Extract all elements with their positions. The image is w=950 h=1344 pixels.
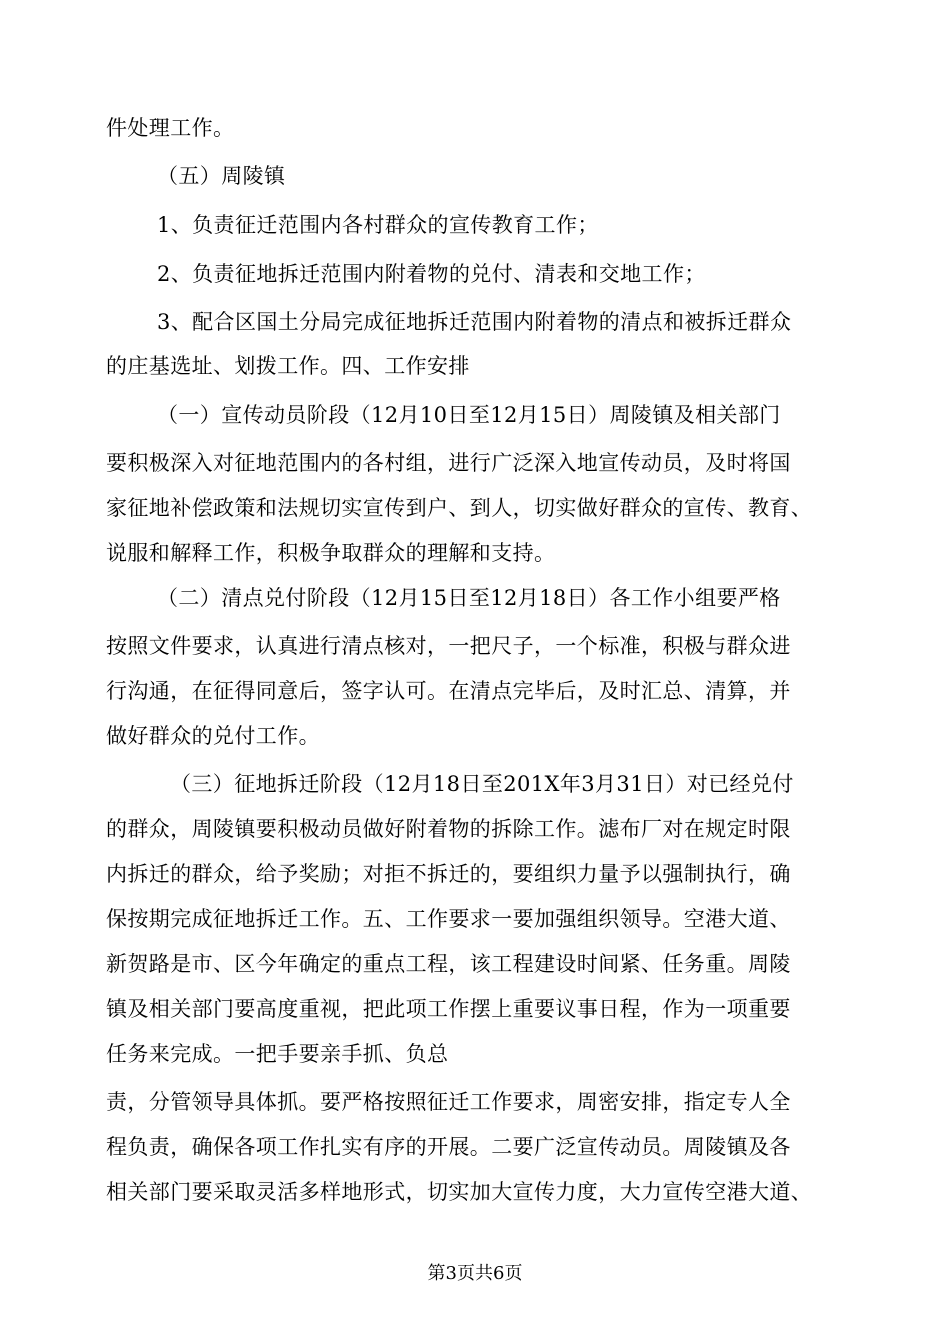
text-line: 镇及相关部门要高度重视，把此项工作摆上重要议事日程，作为一项重要 — [106, 997, 791, 1021]
text-line: 家征地补偿政策和法规切实宣传到户、到人，切实做好群众的宣传、教育、 — [106, 496, 813, 520]
text-line: 新贺路是市、区今年确定的重点工程，该工程建设时间紧、任务重。周陵 — [106, 952, 791, 976]
text-line: 责，分管领导具体抓。要严格按照征迁工作要求，周密安排，指定专人全 — [106, 1090, 791, 1114]
text-line: 说服和解释工作，积极争取群众的理解和支持。 — [106, 541, 556, 565]
text-line: 做好群众的兑付工作。 — [106, 724, 320, 748]
page-number: 第3页共6页 — [427, 1263, 523, 1284]
text-line: 保按期完成征地拆迁工作。五、工作要求一要加强组织领导。空港大道、 — [106, 907, 791, 931]
section-heading: （五）周陵镇 — [157, 164, 286, 188]
text-line: 行沟通，在征得同意后，签字认可。在清点完毕后，及时汇总、清算，并 — [106, 679, 791, 703]
text-line: （一）宣传动员阶段（12月10日至12月15日）周陵镇及相关部门 — [157, 403, 781, 427]
text-line: 的庄基选址、划拨工作。四、工作安排 — [106, 354, 470, 378]
text-line: （二）清点兑付阶段（12月15日至12月18日）各工作小组要严格 — [157, 586, 781, 610]
text-line: 要积极深入对征地范围内的各村组，进行广泛深入地宣传动员，及时将国 — [106, 451, 791, 475]
text-line: 内拆迁的群众，给予奖励；对拒不拆迁的，要组织力量予以强制执行，确 — [106, 862, 791, 886]
text-line: 任务来完成。一把手要亲手抓、负总 — [106, 1042, 449, 1066]
text-line: 相关部门要采取灵活多样地形式，切实加大宣传力度，大力宣传空港大道、 — [106, 1180, 813, 1204]
list-item: 3、配合区国土分局完成征地拆迁范围内附着物的清点和被拆迁群众 — [157, 310, 792, 334]
text-line: 的群众，周陵镇要积极动员做好附着物的拆除工作。滤布厂对在规定时限 — [106, 817, 791, 841]
list-item: 2、负责征地拆迁范围内附着物的兑付、清表和交地工作； — [157, 262, 706, 286]
text-line: 件处理工作。 — [106, 116, 235, 140]
list-item: 1、负责征迁范围内各村群众的宣传教育工作； — [157, 213, 599, 237]
text-line: 按照文件要求，认真进行清点核对，一把尺子，一个标准，积极与群众进 — [106, 634, 791, 658]
text-line: 程负责，确保各项工作扎实有序的开展。二要广泛宣传动员。周陵镇及各 — [106, 1135, 791, 1159]
text-line: （三）征地拆迁阶段（12月18日至201X年3月31日）对已经兑付 — [170, 772, 794, 796]
